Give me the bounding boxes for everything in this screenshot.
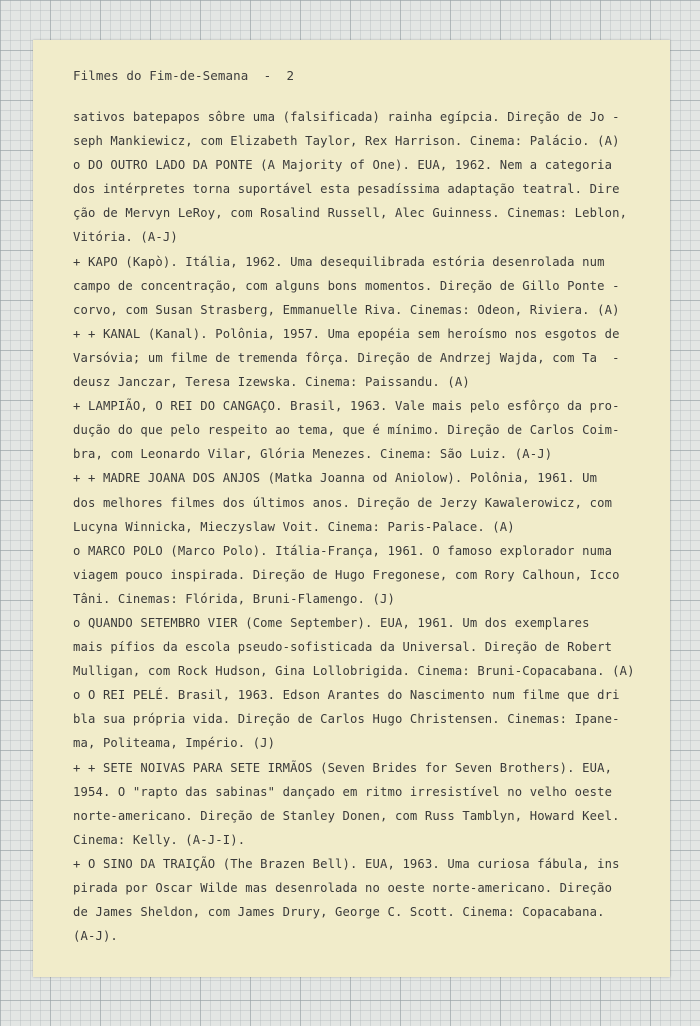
text-line: Tâni. Cinemas: Flórida, Bruni-Flamengo. (J) bbox=[73, 591, 395, 606]
text-line: de James Sheldon, com James Drury, George C. Scott. Cinema: Copacabana. bbox=[73, 905, 605, 920]
text-line: 1954. O "rapto das sabinas" dançado em ritmo irresistível no velho oeste bbox=[73, 784, 613, 799]
text-line: (A-J). bbox=[73, 929, 118, 944]
text-line: norte-americano. Direção de Stanley Donen, com Russ Tamblyn, Howard Keel. bbox=[73, 808, 620, 823]
text-line: dos intérpretes torna suportável esta pesadíssima adaptação teatral. Dire bbox=[73, 182, 620, 197]
text-line: dução do que pelo respeito ao tema, que é mínimo. Direção de Carlos Coim- bbox=[73, 423, 620, 438]
text-line: ma, Politeama, Império. (J) bbox=[73, 736, 276, 751]
text-line: o QUANDO SETEMBRO VIER (Come September). EUA, 1961. Um dos exemplares bbox=[73, 615, 590, 630]
text-line: + + KANAL (Kanal). Polônia, 1957. Uma epopéia sem heroísmo nos esgotos de bbox=[73, 326, 620, 341]
text-line: + + SETE NOIVAS PARA SETE IRMÃOS (Seven Brides for Seven Brothers). EUA, bbox=[73, 760, 613, 775]
text-line: sativos batepapos sôbre uma (falsificada) rainha egípcia. Direção de Jo - bbox=[73, 110, 620, 124]
text-line: o O REI PELÉ. Brasil, 1963. Edson Arantes do Nascimento num filme que dri bbox=[73, 688, 620, 703]
text-line: + KAPO (Kapò). Itália, 1962. Uma desequilibrada estória desenrolada num bbox=[73, 254, 605, 269]
text-line: seph Mankiewicz, com Elizabeth Taylor, Rex Harrison. Cinema: Palácio. (A) bbox=[73, 134, 620, 149]
text-line: corvo, com Susan Strasberg, Emmanuelle Riva. Cinemas: Odeon, Riviera. (A) bbox=[73, 302, 620, 317]
text-line: + + MADRE JOANA DOS ANJOS (Matka Joanna od Aniolow). Polônia, 1961. Um bbox=[73, 471, 598, 486]
text-line: Cinema: Kelly. (A-J-I). bbox=[73, 832, 246, 847]
typewritten-page bbox=[33, 40, 670, 977]
page-header: Filmes do Fim-de-Semana - 2 bbox=[73, 68, 295, 83]
text-line: o MARCO POLO (Marco Polo). Itália-França, 1961. O famoso explorador numa bbox=[73, 543, 613, 558]
text-line: + LAMPIÃO, O REI DO CANGAÇO. Brasil, 1963. Vale mais pelo esfôrço da pro- bbox=[73, 399, 620, 414]
text-line: mais pífios da escola pseudo-sofisticada da Universal. Direção de Robert bbox=[73, 640, 613, 655]
text-line: Mulligan, com Rock Hudson, Gina Lollobrigida. Cinema: Bruni-Copacabana. (A) bbox=[73, 664, 635, 679]
text-line: Varsóvia; um filme de tremenda fôrça. Direção de Andrzej Wajda, com Ta - bbox=[73, 350, 620, 365]
text-line: ção de Mervyn LeRoy, com Rosalind Russell, Alec Guinness. Cinemas: Leblon, bbox=[73, 206, 628, 221]
text-line: dos melhores filmes dos últimos anos. Direção de Jerzy Kawalerowicz, com bbox=[73, 495, 613, 510]
text-line: deusz Janczar, Teresa Izewska. Cinema: Paissandu. (A) bbox=[73, 375, 470, 390]
text-line: viagem pouco inspirada. Direção de Hugo Fregonese, com Rory Calhoun, Icco bbox=[73, 567, 620, 582]
text-line: bra, com Leonardo Vilar, Glória Menezes. Cinema: São Luiz. (A-J) bbox=[73, 447, 553, 462]
text-line: bla sua própria vida. Direção de Carlos Hugo Christensen. Cinemas: Ipane- bbox=[73, 712, 620, 727]
text-line: Lucyna Winnicka, Mieczyslaw Voit. Cinema: Paris-Palace. (A) bbox=[73, 519, 515, 534]
text-line: Vitória. (A-J) bbox=[73, 230, 178, 245]
text-line: + O SINO DA TRAIÇÃO (The Brazen Bell). EUA, 1963. Uma curiosa fábula, ins bbox=[73, 856, 620, 871]
text-line: o DO OUTRO LADO DA PONTE (A Majority of One). EUA, 1962. Nem a categoria bbox=[73, 158, 613, 173]
text-line: pirada por Oscar Wilde mas desenrolada no oeste norte-americano. Direção bbox=[73, 881, 613, 895]
page-body bbox=[73, 105, 633, 948]
text-line: campo de concentração, com alguns bons momentos. Direção de Gillo Ponte - bbox=[73, 278, 620, 293]
